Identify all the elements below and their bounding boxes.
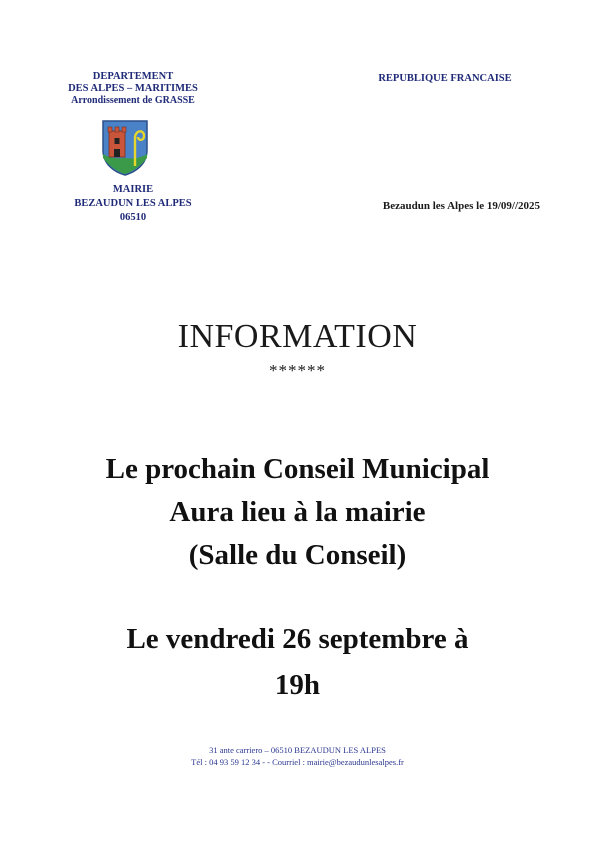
title-separator: ******: [269, 361, 326, 380]
commune-name: BEZAUDUN LES ALPES: [74, 198, 192, 209]
mairie-block: [48, 183, 218, 225]
arrondissement: Arrondissement de GRASSE: [71, 95, 195, 106]
department-name: DES ALPES – MARITIMES: [68, 83, 198, 94]
footer: [0, 744, 595, 768]
postal-code: 06510: [119, 212, 147, 223]
republique-label: REPUBLIQUE FRANCAISE: [378, 73, 512, 84]
announcement-line: (Salle du Conseil): [188, 539, 407, 571]
announcement-line: Le prochain Conseil Municipal: [105, 453, 490, 485]
schedule-line: 19h: [274, 669, 321, 701]
department-label: DEPARTEMENT: [92, 71, 174, 82]
schedule: [0, 616, 595, 708]
schedule-line: Le vendredi 26 septembre à: [126, 623, 469, 655]
announcement: [0, 448, 595, 577]
coat-of-arms-icon: [100, 118, 150, 176]
date-line: Bezaudun les Alpes le 19/09//2025: [382, 200, 540, 212]
department-block: [48, 71, 218, 107]
footer-contact: Tél : 04 93 59 12 34 - - Courriel : mairie@bezaudunlesalpes.fr: [191, 757, 404, 767]
footer-address: 31 ante carriero – 06510 BEZAUDUN LES ALPES: [209, 745, 386, 755]
announcement-line: Aura lieu à la mairie: [169, 496, 426, 528]
tower-icon: [108, 127, 126, 157]
mairie-label: MAIRIE: [112, 184, 154, 195]
page-title: INFORMATION: [177, 318, 418, 355]
